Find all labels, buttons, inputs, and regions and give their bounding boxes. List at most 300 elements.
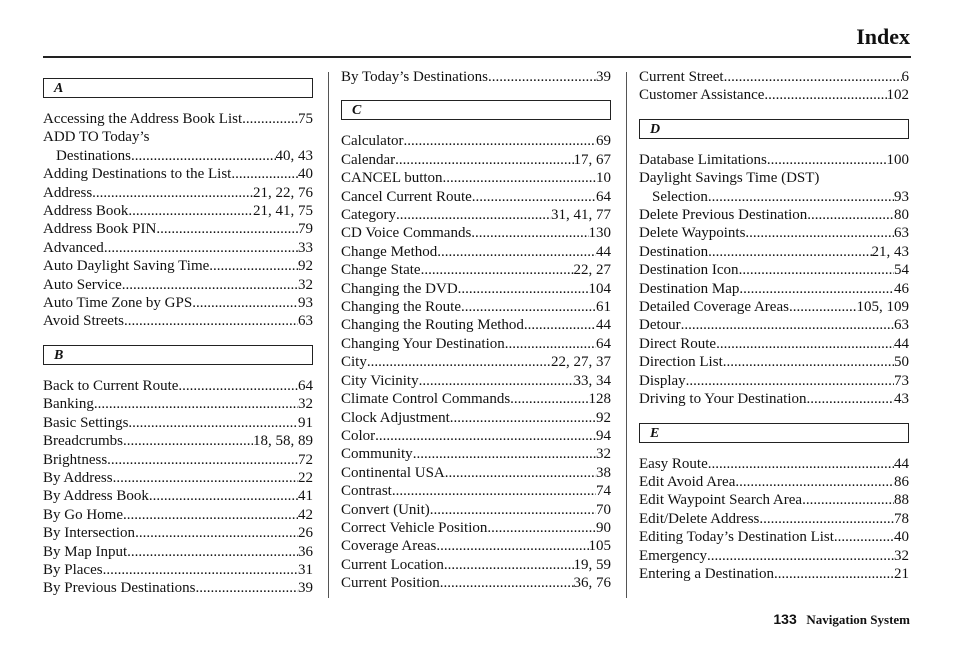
entry-term: Cancel Current Route — [341, 188, 472, 205]
leader-dots — [396, 206, 551, 224]
entry-term: Avoid Streets — [43, 313, 124, 330]
index-entry — [341, 464, 611, 482]
index-entry — [341, 151, 611, 169]
leader-dots — [735, 473, 894, 491]
entry-term: Changing the Routing Method — [341, 317, 524, 334]
leader-dots — [149, 487, 298, 505]
leader-dots — [196, 579, 299, 597]
entry-pages: 38 — [596, 464, 611, 481]
entry-term: Selection — [652, 188, 708, 205]
entry-term: Change Method — [341, 243, 438, 260]
leader-dots — [392, 482, 596, 500]
index-entry — [639, 528, 909, 546]
entry-pages: 79 — [298, 221, 313, 238]
index-entry — [639, 565, 909, 583]
index-entry — [43, 451, 313, 469]
entry-term: Convert (Unit) — [341, 501, 430, 518]
index-entry — [639, 510, 909, 528]
leader-dots — [104, 239, 298, 257]
leader-dots — [767, 151, 887, 169]
entry-pages: 104 — [588, 280, 611, 297]
leader-dots — [708, 243, 871, 261]
index-entry — [341, 537, 611, 555]
entry-term: Address — [43, 184, 93, 201]
leader-dots — [461, 298, 596, 316]
entry-pages: 43 — [894, 391, 909, 408]
entry-pages: 93 — [894, 188, 909, 205]
leader-dots — [807, 390, 894, 408]
leader-dots — [681, 316, 894, 334]
entry-term: Delete Waypoints — [639, 225, 746, 242]
index-column-3 — [639, 68, 909, 597]
index-entry — [43, 543, 313, 561]
index-entry — [341, 68, 611, 86]
index-entry — [341, 188, 611, 206]
entry-term: Edit Avoid Area — [639, 473, 736, 490]
section-letter-heading: E — [639, 423, 909, 443]
index-entry — [43, 506, 313, 524]
index-entry — [639, 335, 909, 353]
entry-term: Delete Previous Destination — [639, 207, 808, 224]
leader-dots — [209, 257, 298, 275]
index-entry — [43, 524, 313, 542]
entry-term: Destination Icon — [639, 262, 739, 279]
letter-section — [43, 345, 313, 598]
entry-pages: 32 — [596, 446, 611, 463]
index-column-2 — [341, 68, 611, 607]
index-entry — [43, 220, 313, 238]
entry-term: Basic Settings — [43, 414, 129, 431]
index-entry — [341, 280, 611, 298]
entry-term: Changing Your Destination — [341, 335, 505, 352]
index-entry — [639, 473, 909, 491]
leader-dots — [802, 491, 894, 509]
index-entry — [341, 482, 611, 500]
index-entry — [639, 206, 909, 224]
entry-term: Emergency — [639, 547, 708, 564]
leader-dots — [94, 395, 298, 413]
leader-dots — [510, 390, 588, 408]
entry-term: Easy Route — [639, 455, 708, 472]
section-letter-heading: B — [43, 345, 313, 365]
index-entry — [43, 432, 313, 450]
page-title: Index — [856, 24, 910, 49]
leader-dots — [443, 169, 596, 187]
index-entry — [43, 257, 313, 275]
leader-dots — [135, 524, 298, 542]
entry-pages: 40, 43 — [275, 147, 313, 164]
leader-dots — [759, 510, 894, 528]
entry-pages: 75 — [298, 111, 313, 127]
entry-term: Changing the Route — [341, 299, 461, 316]
leader-dots — [107, 451, 298, 469]
entry-pages: 93 — [298, 295, 313, 312]
letter-section — [43, 78, 313, 331]
entry-pages: 100 — [886, 151, 909, 168]
entry-pages: 105, 109 — [856, 299, 909, 316]
index-entry — [341, 519, 611, 537]
entry-pages: 10 — [596, 170, 611, 187]
section-letter-heading: C — [341, 100, 611, 120]
entry-term: City Vicinity — [341, 372, 419, 389]
entry-pages: 32 — [298, 276, 313, 293]
index-entry — [341, 445, 611, 463]
entry-term: Direct Route — [639, 335, 717, 352]
entry-term: Clock Adjustment — [341, 409, 450, 426]
header-rule — [43, 56, 911, 58]
entry-pages: 36 — [298, 543, 313, 560]
entry-pages: 21, 22, 76 — [253, 184, 313, 201]
leader-dots — [450, 409, 596, 427]
leader-dots — [131, 147, 276, 165]
index-entry — [639, 243, 909, 261]
entry-term: Banking — [43, 396, 94, 413]
entry-pages: 26 — [298, 525, 313, 542]
leader-dots — [421, 261, 574, 279]
entry-term: Customer Assistance — [639, 87, 765, 104]
leader-dots — [440, 574, 574, 592]
index-entry — [639, 188, 909, 206]
index-entry — [43, 202, 313, 220]
continued-entries — [341, 68, 611, 86]
entry-term: Contrast — [341, 483, 392, 500]
entry-term: Entering a Destination — [639, 565, 774, 582]
entry-term: Current Location — [341, 556, 444, 573]
entry-pages: 44 — [596, 243, 611, 260]
entry-term: Display — [639, 372, 686, 389]
index-entry — [43, 110, 313, 128]
entry-pages: 50 — [894, 354, 909, 371]
entry-pages: 33, 34 — [573, 372, 611, 389]
leader-dots — [127, 543, 298, 561]
entry-term: Database Limitations — [639, 151, 767, 168]
entry-term: Breadcrumbs — [43, 433, 123, 450]
leader-dots — [487, 519, 596, 537]
leader-dots — [367, 353, 551, 371]
entry-pages: 33 — [298, 239, 313, 256]
entry-term: City — [341, 354, 367, 371]
index-entry — [341, 390, 611, 408]
leader-dots — [178, 377, 298, 395]
entry-term: Calculator — [341, 133, 404, 150]
leader-dots — [723, 353, 894, 371]
leader-dots — [708, 188, 894, 206]
leader-dots — [123, 432, 253, 450]
entry-term: Advanced — [43, 239, 104, 256]
continued-entries — [639, 68, 909, 105]
index-entry — [341, 409, 611, 427]
entry-term: CD Voice Commands — [341, 225, 472, 242]
index-entry — [341, 224, 611, 242]
entry-term: Destinations — [56, 147, 131, 164]
letter-section — [639, 423, 909, 584]
entry-term: Auto Time Zone by GPS — [43, 295, 193, 312]
entry-term: Edit Waypoint Search Area — [639, 492, 803, 509]
leader-dots — [437, 243, 596, 261]
index-entry — [639, 261, 909, 279]
entry-pages: 94 — [596, 427, 611, 444]
entry-pages: 22, 27 — [573, 262, 611, 279]
leader-dots — [122, 276, 298, 294]
entry-term: By Address Book — [43, 488, 149, 505]
leader-dots — [430, 501, 596, 519]
index-entry — [341, 353, 611, 371]
entry-pages: 46 — [894, 280, 909, 297]
entry-term: Back to Current Route — [43, 377, 179, 394]
entry-term: Coverage Areas — [341, 538, 437, 555]
entry-pages: 44 — [894, 455, 909, 472]
index-entry — [639, 316, 909, 334]
entry-pages: 6 — [901, 69, 909, 85]
index-entry — [341, 243, 611, 261]
entry-pages: 102 — [886, 87, 909, 104]
index-entry — [341, 501, 611, 519]
book-title: Navigation System — [806, 612, 910, 627]
entry-pages: 17, 67 — [573, 151, 611, 168]
entry-term: Destination Map — [639, 280, 740, 297]
entry-term: Adding Destinations to the List — [43, 166, 232, 183]
leader-dots — [395, 151, 573, 169]
entry-pages: 19, 59 — [573, 556, 611, 573]
entry-term: By Intersection — [43, 525, 136, 542]
leader-dots — [789, 298, 857, 316]
entry-term: Destination — [639, 243, 709, 260]
leader-dots — [458, 280, 589, 298]
leader-dots — [745, 224, 894, 242]
entry-pages: 31, 41, 77 — [551, 207, 611, 224]
index-entry — [43, 239, 313, 257]
index-entry — [43, 414, 313, 432]
letter-section — [341, 100, 611, 592]
index-entry — [639, 491, 909, 509]
entry-pages: 90 — [596, 519, 611, 536]
entry-term: Current Street — [639, 69, 724, 85]
entry-pages: 64 — [298, 377, 313, 394]
entry-term: Community — [341, 446, 413, 463]
entry-term: Auto Daylight Saving Time — [43, 258, 210, 275]
leader-dots — [764, 86, 886, 104]
leader-dots — [724, 68, 902, 86]
entry-pages: 69 — [596, 133, 611, 150]
index-entry — [341, 574, 611, 592]
entry-pages: 22 — [298, 469, 313, 486]
entry-pages: 63 — [894, 225, 909, 242]
entry-term: By Today’s Destinations — [341, 69, 489, 85]
entry-term: Direction List — [639, 354, 723, 371]
entry-term: Change State — [341, 262, 421, 279]
entry-pages: 18, 58, 89 — [253, 433, 313, 450]
entry-pages: 39 — [298, 580, 313, 597]
leader-dots — [488, 68, 596, 86]
index-entry — [341, 261, 611, 279]
entry-term: Accessing the Address Book List — [43, 111, 243, 127]
entry-pages: 63 — [894, 317, 909, 334]
leader-dots — [403, 132, 596, 150]
leader-dots — [472, 188, 596, 206]
entry-term: By Address — [43, 469, 113, 486]
entry-pages: 80 — [894, 207, 909, 224]
leader-dots — [128, 414, 298, 432]
entry-term: ADD TO Today’s — [43, 129, 150, 146]
index-column-1 — [43, 68, 313, 612]
index-entry — [43, 147, 313, 165]
leader-dots — [413, 445, 596, 463]
index-entry — [43, 395, 313, 413]
leader-dots — [686, 372, 894, 390]
entry-pages: 42 — [298, 506, 313, 523]
entry-term: Continental USA — [341, 464, 445, 481]
leader-dots — [242, 110, 298, 128]
leader-dots — [124, 312, 298, 330]
index-entry — [341, 335, 611, 353]
page-number: 133 — [773, 611, 797, 627]
leader-dots — [156, 220, 298, 238]
entry-pages: 21 — [894, 565, 909, 582]
entry-pages: 73 — [894, 372, 909, 389]
leader-dots — [128, 202, 253, 220]
entry-pages: 72 — [298, 451, 313, 468]
leader-dots — [444, 556, 574, 574]
leader-dots — [123, 506, 298, 524]
index-entry — [43, 165, 313, 183]
index-entry — [639, 280, 909, 298]
index-entry — [639, 353, 909, 371]
index-entry — [341, 427, 611, 445]
index-entry — [639, 547, 909, 565]
entry-pages: 22, 27, 37 — [551, 354, 611, 371]
entry-pages: 61 — [596, 299, 611, 316]
leader-dots — [103, 561, 298, 579]
entry-term: Address Book — [43, 203, 129, 220]
leader-dots — [774, 565, 894, 583]
entry-pages: 31 — [298, 561, 313, 578]
index-entry — [43, 294, 313, 312]
leader-dots — [708, 455, 894, 473]
leader-dots — [375, 427, 596, 445]
entry-pages: 44 — [894, 335, 909, 352]
index-entry — [341, 556, 611, 574]
index-entry — [43, 487, 313, 505]
page-footer — [773, 611, 910, 628]
index-entry — [43, 312, 313, 330]
leader-dots — [445, 464, 596, 482]
entry-term: Changing the DVD — [341, 280, 458, 297]
entry-pages: 39 — [596, 69, 611, 85]
leader-dots — [471, 224, 588, 242]
index-entry — [639, 86, 909, 104]
entry-pages: 105 — [588, 538, 611, 555]
leader-dots — [807, 206, 894, 224]
entry-pages: 128 — [588, 391, 611, 408]
index-entry — [341, 206, 611, 224]
index-entry — [341, 132, 611, 150]
entry-pages: 130 — [588, 225, 611, 242]
entry-pages: 36, 76 — [573, 575, 611, 592]
index-entry — [639, 151, 909, 169]
entry-pages: 78 — [894, 510, 909, 527]
entry-term: Correct Vehicle Position — [341, 519, 488, 536]
entry-pages: 63 — [298, 313, 313, 330]
index-entry — [341, 372, 611, 390]
entry-pages: 92 — [596, 409, 611, 426]
leader-dots — [419, 372, 574, 390]
index-entry — [639, 298, 909, 316]
index-entry — [341, 298, 611, 316]
entry-term: Climate Control Commands — [341, 391, 511, 408]
entry-term: Address Book PIN — [43, 221, 157, 238]
entry-pages: 41 — [298, 488, 313, 505]
leader-dots — [834, 528, 894, 546]
entry-pages: 91 — [298, 414, 313, 431]
index-entry — [639, 68, 909, 86]
entry-term: Color — [341, 427, 376, 444]
index-entry — [639, 455, 909, 473]
entry-pages: 44 — [596, 317, 611, 334]
index-entry — [341, 316, 611, 334]
leader-dots — [192, 294, 298, 312]
entry-pages: 86 — [894, 473, 909, 490]
entry-term: Editing Today’s Destination List — [639, 529, 834, 546]
column-divider — [328, 72, 329, 598]
entry-pages: 70 — [596, 501, 611, 518]
index-entry — [43, 579, 313, 597]
entry-pages: 40 — [894, 529, 909, 546]
entry-pages: 88 — [894, 492, 909, 509]
entry-pages: 21, 41, 75 — [253, 203, 313, 220]
entry-pages: 32 — [298, 396, 313, 413]
leader-dots — [505, 335, 596, 353]
entry-pages: 64 — [596, 335, 611, 352]
index-entry — [639, 372, 909, 390]
index-entry — [43, 184, 313, 202]
leader-dots — [716, 335, 894, 353]
leader-dots — [113, 469, 298, 487]
entry-pages: 40 — [298, 166, 313, 183]
entry-pages: 92 — [298, 258, 313, 275]
entry-term: Auto Service — [43, 276, 122, 293]
leader-dots — [524, 316, 596, 334]
entry-term: By Map Input — [43, 543, 128, 560]
index-entry — [43, 276, 313, 294]
entry-term: Current Position — [341, 575, 440, 592]
entry-pages: 74 — [596, 483, 611, 500]
column-divider — [626, 72, 627, 598]
letter-section — [639, 119, 909, 409]
index-entry — [43, 561, 313, 579]
index-entry — [43, 377, 313, 395]
entry-term: By Previous Destinations — [43, 580, 196, 597]
index-entry — [639, 224, 909, 242]
entry-term: Category — [341, 207, 396, 224]
leader-dots — [707, 547, 894, 565]
entry-term: Detailed Coverage Areas — [639, 299, 789, 316]
leader-dots — [92, 184, 253, 202]
index-entry — [639, 390, 909, 408]
entry-term: Calendar — [341, 151, 396, 168]
section-letter-heading: D — [639, 119, 909, 139]
entry-pages: 21, 43 — [871, 243, 909, 260]
leader-dots — [739, 280, 894, 298]
index-entry — [341, 169, 611, 187]
entry-term: Daylight Savings Time (DST) — [639, 170, 820, 187]
leader-dots — [231, 165, 298, 183]
section-letter-heading: A — [43, 78, 313, 98]
entry-pages: 54 — [894, 262, 909, 279]
index-entry — [43, 469, 313, 487]
entry-pages: 32 — [894, 547, 909, 564]
entry-term: Edit/Delete Address — [639, 510, 760, 527]
entry-term: CANCEL button — [341, 170, 443, 187]
